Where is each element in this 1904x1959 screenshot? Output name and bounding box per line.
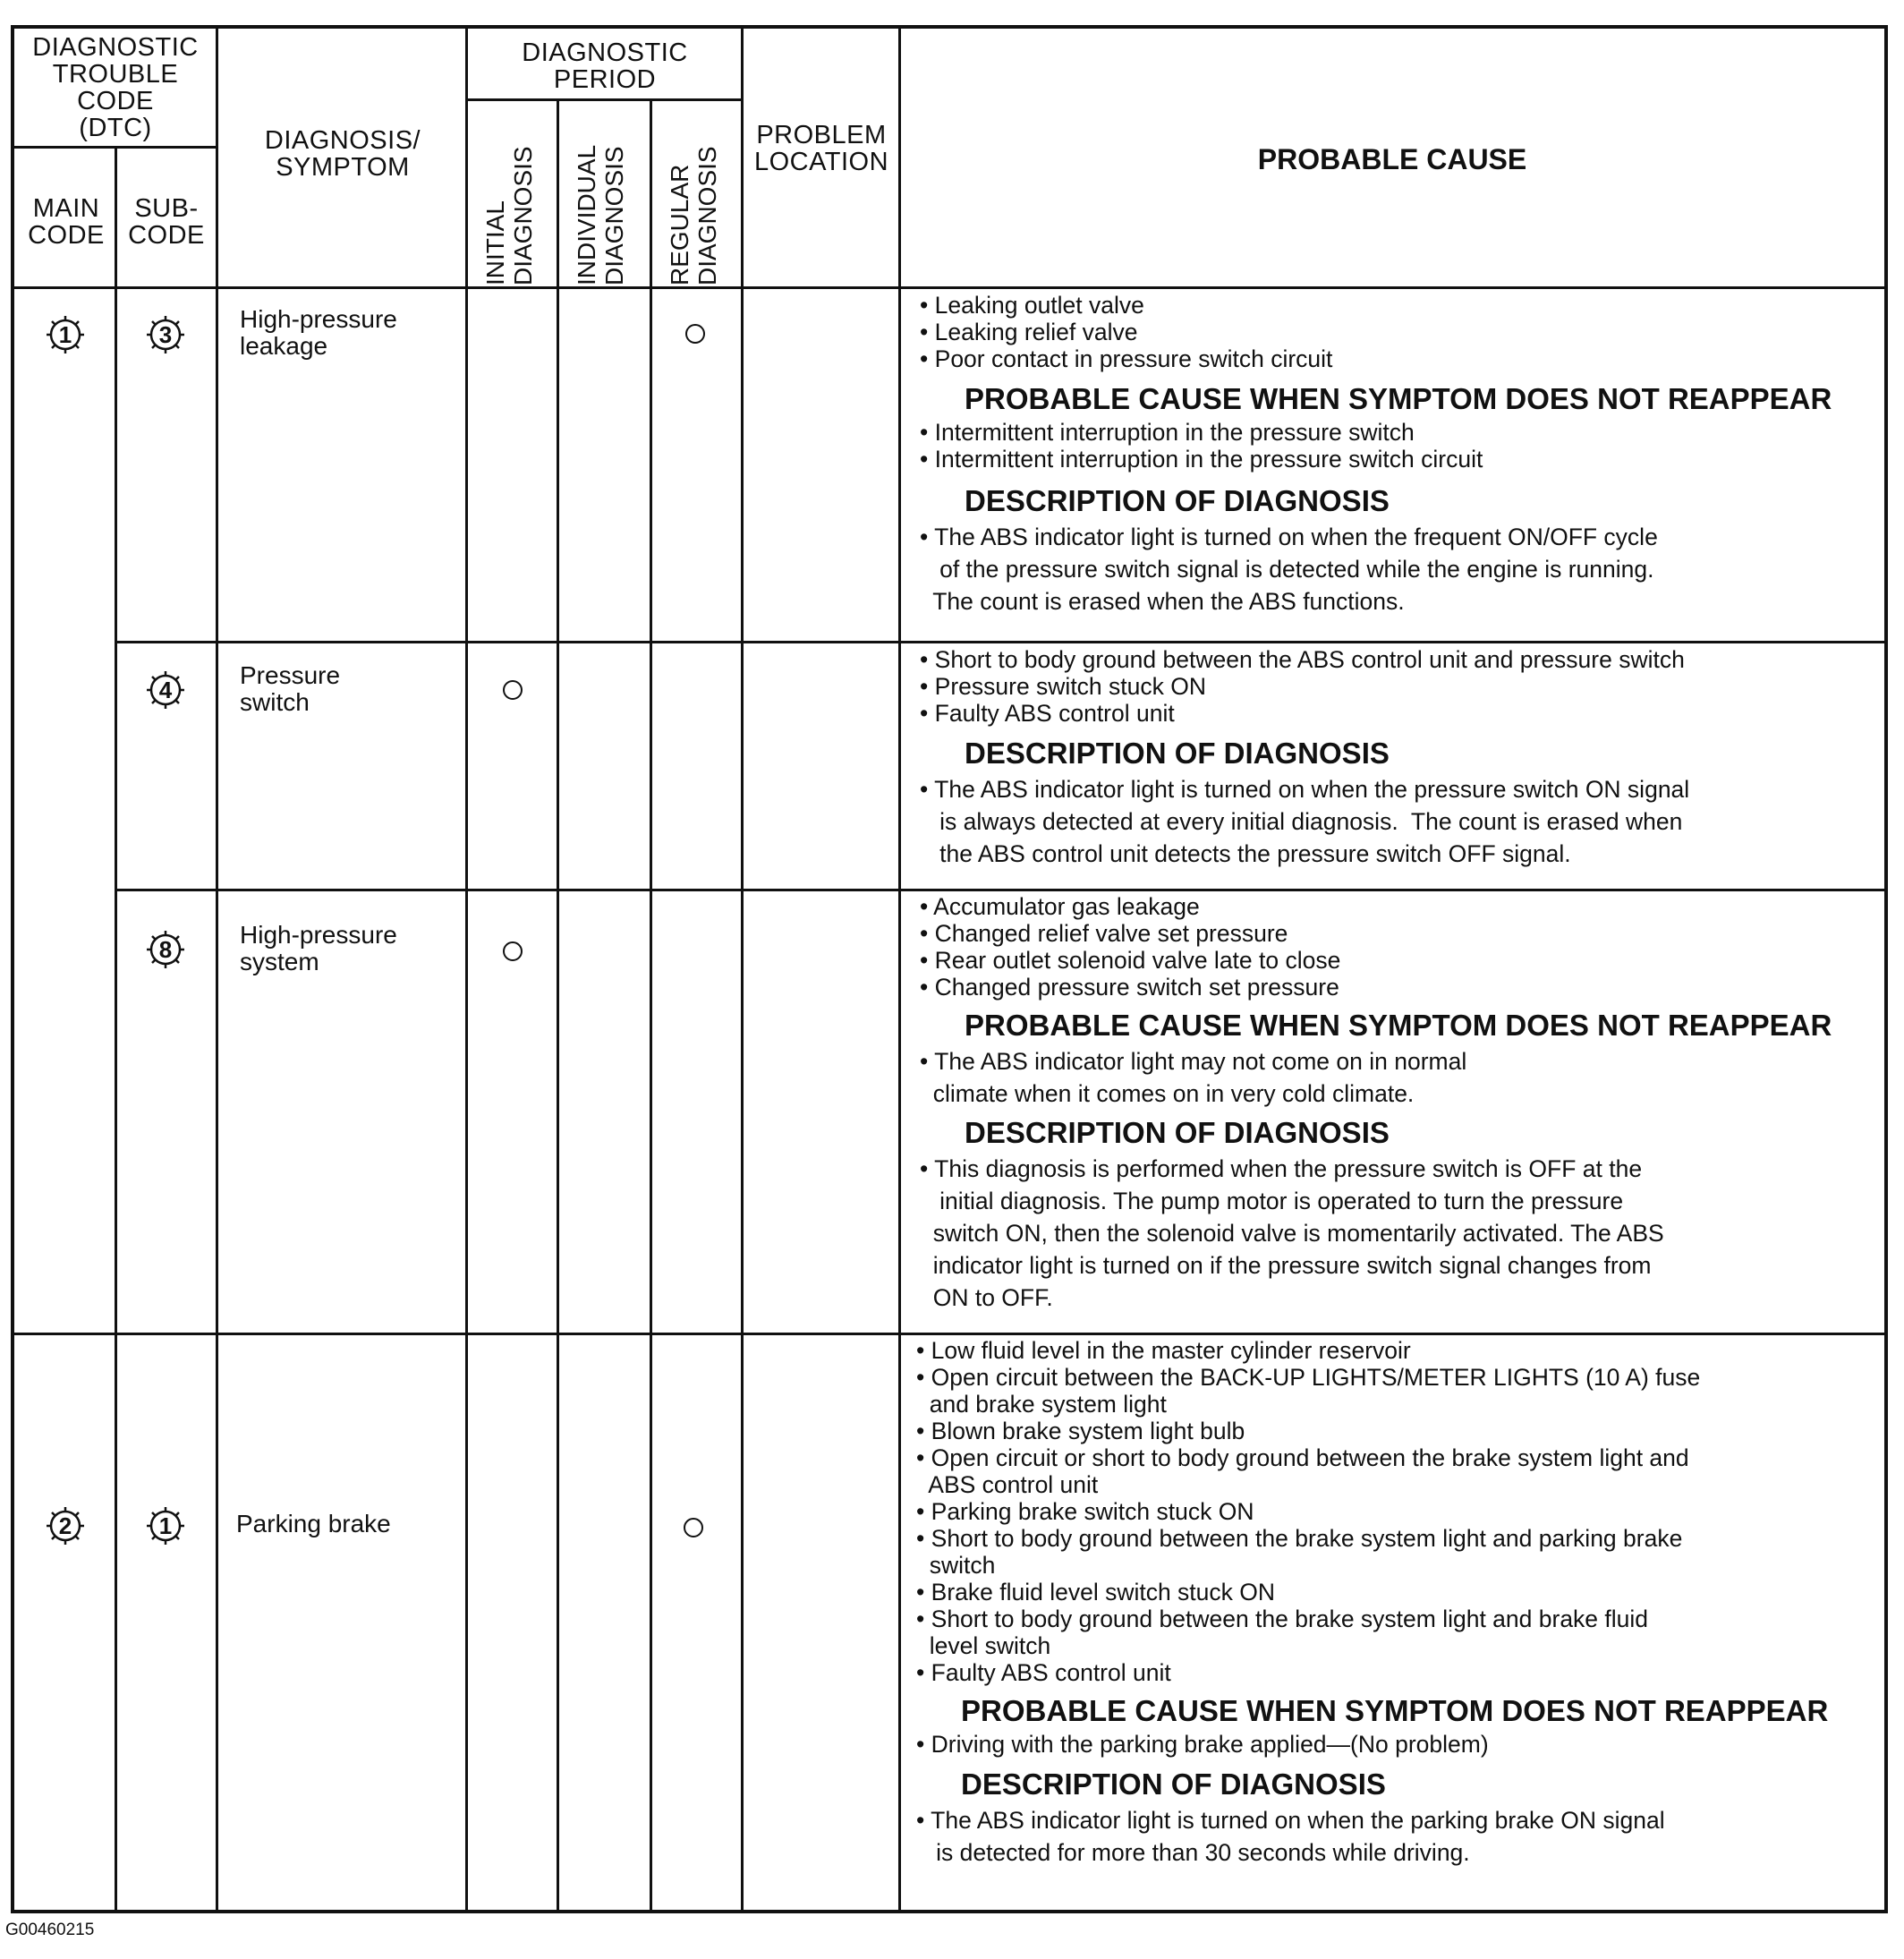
no-reappear-heading: PROBABLE CAUSE WHEN SYMPTOM DOES NOT REAPPEAR <box>961 1694 1829 1727</box>
header-probable-cause: PROBABLE CAUSE <box>1257 143 1527 175</box>
cause-item: • Open circuit or short to body ground between the brake system light and <box>916 1444 1689 1471</box>
cause-item: • Short to body ground between the ABS control unit and pressure switch <box>920 646 1685 673</box>
sub-code-badge: 3 <box>145 314 186 355</box>
cause-item: • Low fluid level in the master cylinder reservoir <box>916 1337 1411 1364</box>
header-initial-diagnosis: INITIAL DIAGNOSIS <box>481 146 537 285</box>
cause-item: • Blown brake system light bulb <box>916 1418 1245 1444</box>
main-code-badge: 1 <box>45 314 86 355</box>
no-reappear-item: • Intermittent interruption in the pressure switch <box>920 419 1415 446</box>
cause-item: • Leaking relief valve <box>920 319 1138 345</box>
symptom-label: Pressure switch <box>240 661 341 716</box>
period-mark-regular <box>685 324 705 344</box>
probable-cause-cell <box>920 292 1877 618</box>
header-diagnosis-symptom: DIAGNOSIS/ SYMPTOM <box>264 126 421 182</box>
cause-item: • Poor contact in pressure switch circuit <box>920 345 1333 372</box>
figure-id: G00460215 <box>5 1921 95 1939</box>
cause-item: • Faulty ABS control unit <box>920 700 1175 727</box>
period-mark-regular <box>684 1518 703 1537</box>
cause-item: switch <box>916 1552 996 1579</box>
cause-item: • Brake fluid level switch stuck ON <box>916 1579 1276 1606</box>
sub-code-badge: 1 <box>145 1505 186 1546</box>
header-problem-location: PROBLEM LOCATION <box>753 121 889 176</box>
cause-item: • Parking brake switch stuck ON <box>916 1498 1254 1525</box>
no-reappear-heading: PROBABLE CAUSE WHEN SYMPTOM DOES NOT REAPPEAR <box>965 382 1832 415</box>
description-text: • This diagnosis is performed when the pressure switch is OFF at the initial diagnosis. The pump motor is operated to turn the pressure switch ON, then the solenoid valve is momentarily activated. The ABS indicator light is turned on if the pressure switch signal changes from ON to OFF. <box>920 1155 1664 1311</box>
sub-code-badge: 4 <box>145 669 186 711</box>
probable-cause-cell <box>920 893 1882 1314</box>
cause-item: • Short to body ground between the brake system light and parking brake <box>916 1525 1683 1552</box>
header-sub-code: SUB- CODE <box>128 194 205 250</box>
period-mark-initial <box>503 680 523 700</box>
cause-item: and brake system light <box>916 1391 1167 1418</box>
no-reappear-item: • The ABS indicator light may not come on in normal <box>920 1048 1467 1075</box>
cause-item: ABS control unit <box>916 1471 1099 1498</box>
sub-code-badge: 8 <box>145 929 186 970</box>
cause-item: • Open circuit between the BACK-UP LIGHTS/METER LIGHTS (10 A) fuse <box>916 1364 1701 1391</box>
main-code-badge: 2 <box>45 1505 86 1546</box>
header-dtc: DIAGNOSTIC TROUBLE CODE (DTC) <box>32 33 199 142</box>
description-heading: DESCRIPTION OF DIAGNOSIS <box>961 1767 1386 1801</box>
cause-item: • Leaking outlet valve <box>920 292 1144 319</box>
description-text: • The ABS indicator light is turned on when the pressure switch ON signal is always detected at every initial diagnosis. The count is erased when the ABS control unit detects the pressure switch OFF signal. <box>920 776 1690 867</box>
symptom-label: High-pressure system <box>240 921 397 975</box>
header-main-code: MAIN CODE <box>28 194 105 250</box>
cause-item: • Rear outlet solenoid valve late to close <box>920 947 1341 974</box>
description-text: • The ABS indicator light is turned on when the frequent ON/OFF cycle of the pressure switch signal is detected while the engine is running. The count is erased when the ABS functions. <box>920 524 1658 615</box>
description-heading: DESCRIPTION OF DIAGNOSIS <box>965 1116 1390 1149</box>
cause-item: level switch <box>916 1632 1051 1659</box>
probable-cause-cell <box>920 646 1882 870</box>
no-reappear-item: • Intermittent interruption in the pressure switch circuit <box>920 446 1483 473</box>
period-mark-initial <box>503 941 523 961</box>
no-reappear-item: • Driving with the parking brake applied—(No problem) <box>916 1731 1489 1758</box>
cause-item: • Changed relief valve set pressure <box>920 920 1288 947</box>
cause-item: • Faulty ABS control unit <box>916 1659 1171 1686</box>
cause-item: • Pressure switch stuck ON <box>920 673 1206 700</box>
header-diagnostic-period: DIAGNOSTIC PERIOD <box>522 38 688 94</box>
description-text: • The ABS indicator light is turned on when the parking brake ON signal is detected for more than 30 seconds while driving. <box>916 1807 1665 1866</box>
header-regular-diagnosis: REGULAR DIAGNOSIS <box>666 146 721 285</box>
description-heading: DESCRIPTION OF DIAGNOSIS <box>965 484 1390 517</box>
cause-item: • Accumulator gas leakage <box>920 893 1200 920</box>
probable-cause-cell <box>916 1337 1883 1869</box>
symptom-label: Parking brake <box>236 1510 391 1537</box>
cause-item: • Changed pressure switch set pressure <box>920 974 1339 1001</box>
no-reappear-heading: PROBABLE CAUSE WHEN SYMPTOM DOES NOT REAPPEAR <box>965 1009 1832 1042</box>
symptom-label: High-pressure leakage <box>240 305 397 360</box>
cause-item: • Short to body ground between the brake system light and brake fluid <box>916 1606 1649 1632</box>
description-heading: DESCRIPTION OF DIAGNOSIS <box>965 737 1390 770</box>
no-reappear-item: climate when it comes on in very cold climate. <box>920 1080 1415 1107</box>
header-individual-diagnosis: INDIVIDUAL DIAGNOSIS <box>573 144 628 285</box>
